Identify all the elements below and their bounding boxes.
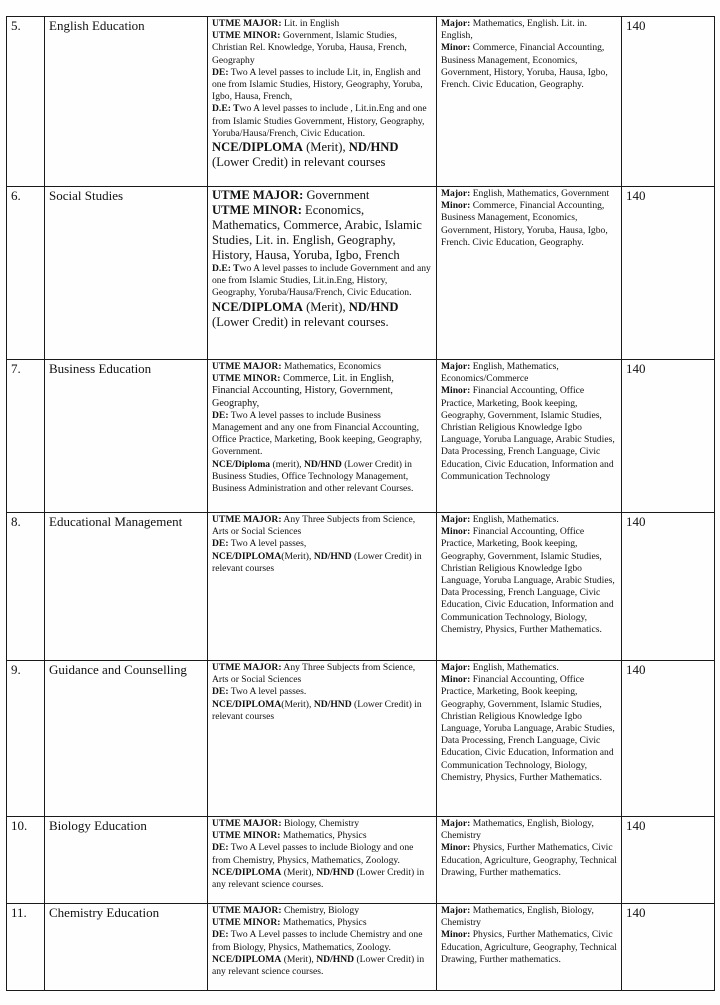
requirement-text: Two A Level passes to include Chemistry and one from Biology, Physics, Mathematics, Zoology. [212,929,423,953]
olevel-line [441,188,618,200]
requirement-line [212,830,433,842]
requirement-line [212,954,433,978]
olevel-subjects-cell [437,513,622,661]
requirement-label: NCE/DIPLOMA [212,953,282,965]
requirement-text: wo A level passes to include Government and any one from Islamic Studies, Lit.in.Eng, History, Geography, Yoruba/Hausa/French, Civic Education. [212,263,431,299]
requirement-label: DE: [212,409,229,421]
olevel-label: Major: [441,514,471,525]
requirement-label: NCE/DIPLOMA [212,866,282,878]
olevel-text: Mathematics, English, Biology, Chemistry [441,905,594,929]
requirement-text: (merit), [270,458,304,470]
requirement-text: Mathematics, Physics [280,917,367,929]
requirement-label: UTME MAJOR: [212,18,282,29]
olevel-subjects-cell [437,360,622,513]
serial-number: 9. [7,661,45,817]
requirement-label: UTME MAJOR: [212,188,304,202]
requirement-label: D.E: T [212,103,240,115]
requirement-line [212,459,433,496]
olevel-line [441,361,618,385]
requirement-text: wo A level passes to include , Lit.in.Eng and one from Islamic Studies Government, History, Geography, Yoruba/Hausa/French, Civic Education. [212,103,427,139]
requirement-label: UTME MAJOR: [212,818,282,829]
olevel-line [441,818,618,842]
table-row [7,187,715,360]
requirement-label: DE: [212,538,229,550]
requirement-line [212,373,433,410]
course-name: Social Studies [45,187,208,360]
table-row [7,17,715,187]
entry-requirements-cell [208,513,437,661]
requirement-text: Mathematics, Economics [281,361,381,372]
requirement-label: UTME MAJOR: [212,662,282,673]
requirement-label: UTME MINOR: [212,830,281,842]
requirement-text-2: (Lower Credit) in relevant courses. [212,314,389,329]
requirement-text-2: (Lower Credit) in any relevant science courses. [212,866,425,891]
olevel-label: Minor: [441,42,471,54]
requirement-label: UTME MAJOR: [212,514,282,525]
requirement-text: Commerce, Lit. in English, Financial Accounting, History, Government, Geography, [212,373,394,409]
entry-requirements-cell [208,904,437,991]
requirement-label: NCE/DIPLOMA [212,299,303,314]
serial-number: 7. [7,360,45,513]
requirement-text: Mathematics, Physics [280,830,367,842]
requirement-label: UTME MINOR: [212,203,302,217]
requirement-line [212,203,433,263]
requirement-line [212,867,433,891]
olevel-label: Major: [441,818,471,829]
requirement-label: NCE/Diploma [212,458,271,470]
olevel-line [441,662,618,674]
olevel-subjects-cell [437,817,622,904]
requirement-label: UTME MINOR: [212,30,281,42]
requirement-line [212,842,433,866]
requirement-line [212,699,433,723]
requirement-line [212,410,433,459]
requirement-label-2: ND/HND [316,953,355,965]
requirement-text: Two A level passes to include Lit, in, English and one from Islamic Studies, History, Geography, Yoruba, Igbo, Hausa, French, [212,66,423,103]
requirement-text: Any Three Subjects from Science, Arts or Social Sciences [212,662,416,686]
olevel-line [441,18,618,42]
requirement-line [212,67,433,104]
course-name: Educational Management [45,513,208,661]
table-body [7,17,715,991]
olevel-label: Major: [441,18,471,29]
requirement-text: Two A level passes, [228,538,307,550]
requirement-text-2: (Lower Credit) in relevant courses [212,550,422,574]
cutoff-score: 140 [622,661,715,817]
requirement-text: Two A Level passes to include Biology and one from Chemistry, Physics, Mathematics, Zoology. [212,842,414,866]
requirement-line [212,18,433,30]
requirement-line [212,662,433,686]
requirement-text-2: (Lower Credit) in relevant courses [212,698,422,722]
requirement-line [212,917,433,929]
olevel-line [441,514,618,526]
olevel-label: Major: [441,188,471,199]
olevel-text: Financial Accounting, Office Practice, Marketing, Book keeping, Geography, Government, Islamic Studies, Christian Religious Knowledge Igbo Language, Yoruba Language, Arabic Studies, Data Processing, French Language, Civic Education, Civic Education, Information and Communication Technology, Biology, Chemistry, Physics, Further Mathematics. [441,674,615,783]
olevel-text: English, Mathematics, Economics/Commerce [441,361,559,385]
requirement-text-2: (Lower Credit) in any relevant science courses. [212,953,425,978]
requirement-text: (Merit), [281,866,317,878]
table-row [7,904,715,991]
olevel-text: English, Mathematics. [470,514,559,525]
requirement-text: Government [303,188,370,202]
entry-requirements-cell [208,817,437,904]
olevel-text: Mathematics, English, Biology, Chemistry [441,818,594,842]
cutoff-score: 140 [622,513,715,661]
olevel-line [441,200,618,249]
requirement-label: NCE/DIPLOMA [212,140,303,155]
requirement-label: DE: [212,686,229,698]
entry-requirements-cell [208,187,437,360]
olevel-text: Financial Accounting, Office Practice, Marketing, Book keeping, Geography, Government, Islamic Studies, Christian Religious Knowledge Igbo Language, Yoruba Language, Arabic Studies, Data Processing, French Language, Civic Education, Civic Education, Information and Communication Technology [441,385,615,482]
olevel-label: Major: [441,662,471,673]
entry-requirements-cell [208,17,437,187]
serial-number: 6. [7,187,45,360]
olevel-label: Major: [441,905,471,916]
olevel-label: Minor: [441,674,471,686]
requirement-text: (Merit), [281,698,314,710]
requirement-label: DE: [212,929,229,941]
olevel-line [441,42,618,91]
requirement-text-2: (Lower Credit) in Business Studies, Office Technology Management, Business Administration and other relevant Courses. [212,458,414,495]
table-row [7,661,715,817]
olevel-text: Commerce, Financial Accounting, Business Management, Economics, Government, History, Yoruba, Hausa, Igbo, French. Civic Education, Geography. [441,42,608,91]
requirement-text-2: (Lower Credit) in relevant courses [212,155,386,170]
course-name: Business Education [45,360,208,513]
requirement-label: DE: [212,66,229,78]
requirement-text: (Merit), [281,550,314,562]
requirement-label-2: ND/HND [313,550,352,562]
table-row [7,513,715,661]
requirement-text: Biology, Chemistry [281,818,360,829]
requirement-label-2: ND/HND [316,866,355,878]
table-row [7,817,715,904]
requirement-line [212,263,433,300]
entry-requirements-cell [208,360,437,513]
cutoff-score: 140 [622,17,715,187]
requirement-label-2: ND/HND [348,140,399,155]
requirement-text: Government, Islamic Studies, Christian Rel. Knowledge, Yoruba, Hausa, French, Geography [212,30,407,66]
olevel-subjects-cell [437,904,622,991]
requirement-text: (Merit), [302,140,349,155]
requirement-line [212,103,433,140]
requirement-line [212,140,433,170]
olevel-text: Physics, Further Mathematics, Civic Education, Agriculture, Geography, Technical Drawing, Further mathematics. [441,842,617,878]
requirement-line [212,686,433,698]
olevel-label: Minor: [441,929,471,941]
cutoff-score: 140 [622,817,715,904]
olevel-text: Commerce, Financial Accounting, Business Management, Economics, Government, History, Yoruba, Hausa, Igbo, French. Civic Education, Geography. [441,200,608,248]
cutoff-score: 140 [622,187,715,360]
requirement-label: UTME MAJOR: [212,361,282,372]
olevel-text: English, Mathematics. [470,662,559,673]
requirement-text: Chemistry, Biology [281,905,360,916]
requirement-label: D.E: T [212,263,240,274]
olevel-label: Minor: [441,526,471,538]
olevel-line [441,929,618,966]
requirement-label: UTME MAJOR: [212,905,282,916]
olevel-text: Mathematics, English. Lit. in. English, [441,18,588,42]
requirement-text: Economics, Mathematics, Commerce, Arabic, Islamic Studies, Lit. in. English, Geography, History, Hausa, Yoruba, Igbo, French [212,203,422,262]
course-name: Biology Education [45,817,208,904]
cutoff-score: 140 [622,360,715,513]
olevel-label: Minor: [441,842,471,854]
entry-requirements-cell [208,661,437,817]
requirement-label-2: ND/HND [348,299,399,314]
requirement-text: (Merit), [302,299,349,314]
requirement-label: NCE/DIPLOMA [212,550,282,562]
olevel-line [441,385,618,483]
cutoff-score: 140 [622,904,715,991]
requirement-label: NCE/DIPLOMA [212,698,282,710]
requirement-text: (Merit), [281,953,317,965]
olevel-subjects-cell [437,661,622,817]
olevel-line [441,842,618,879]
olevel-label: Major: [441,361,471,372]
requirement-line [212,905,433,917]
requirement-line [212,818,433,830]
olevel-subjects-cell [437,187,622,360]
olevel-line [441,674,618,784]
serial-number: 11. [7,904,45,991]
requirement-label: UTME MINOR: [212,373,281,385]
requirement-line [212,514,433,538]
olevel-subjects-cell [437,17,622,187]
serial-number: 5. [7,17,45,187]
requirement-line [212,929,433,953]
requirement-line [212,551,433,575]
requirement-line [212,300,433,330]
requirement-line [212,361,433,373]
olevel-text: Physics, Further Mathematics, Civic Education, Agriculture, Geography, Technical Drawing, Further mathematics. [441,929,617,965]
olevel-line [441,526,618,636]
olevel-line [441,905,618,929]
requirement-text: Two A level passes. [228,686,307,698]
requirement-line [212,30,433,67]
requirement-label: UTME MINOR: [212,917,281,929]
requirement-text: Any Three Subjects from Science, Arts or Social Sciences [212,514,416,538]
serial-number: 8. [7,513,45,661]
requirement-text: Lit. in English [281,18,340,29]
table-row [7,360,715,513]
course-name: English Education [45,17,208,187]
olevel-text: English, Mathematics, Government [470,188,610,199]
requirement-label-2: ND/HND [303,458,342,470]
olevel-label: Minor: [441,385,471,397]
admission-requirements-table [6,16,715,991]
olevel-text: Financial Accounting, Office Practice, Marketing, Book keeping, Geography, Government, Islamic Studies, Christian Religious Knowledge Igbo Language, Yoruba Language, Arabic Studies, Data Processing, French Language, Civic Education, Civic Education, Information and Communication Technology, Biology, Chemistry, Physics, Further Mathematics. [441,526,615,635]
olevel-label: Minor: [441,200,471,212]
course-name: Guidance and Counselling [45,661,208,817]
course-name: Chemistry Education [45,904,208,991]
requirement-text: Two A level passes to include Business Management and any one from Financial Accounting, Office Practice, Marketing, Book keeping, Geography, Government. [212,409,422,458]
requirement-label-2: ND/HND [313,698,352,710]
requirement-line [212,538,433,550]
requirement-line [212,188,433,203]
serial-number: 10. [7,817,45,904]
requirement-label: DE: [212,842,229,854]
